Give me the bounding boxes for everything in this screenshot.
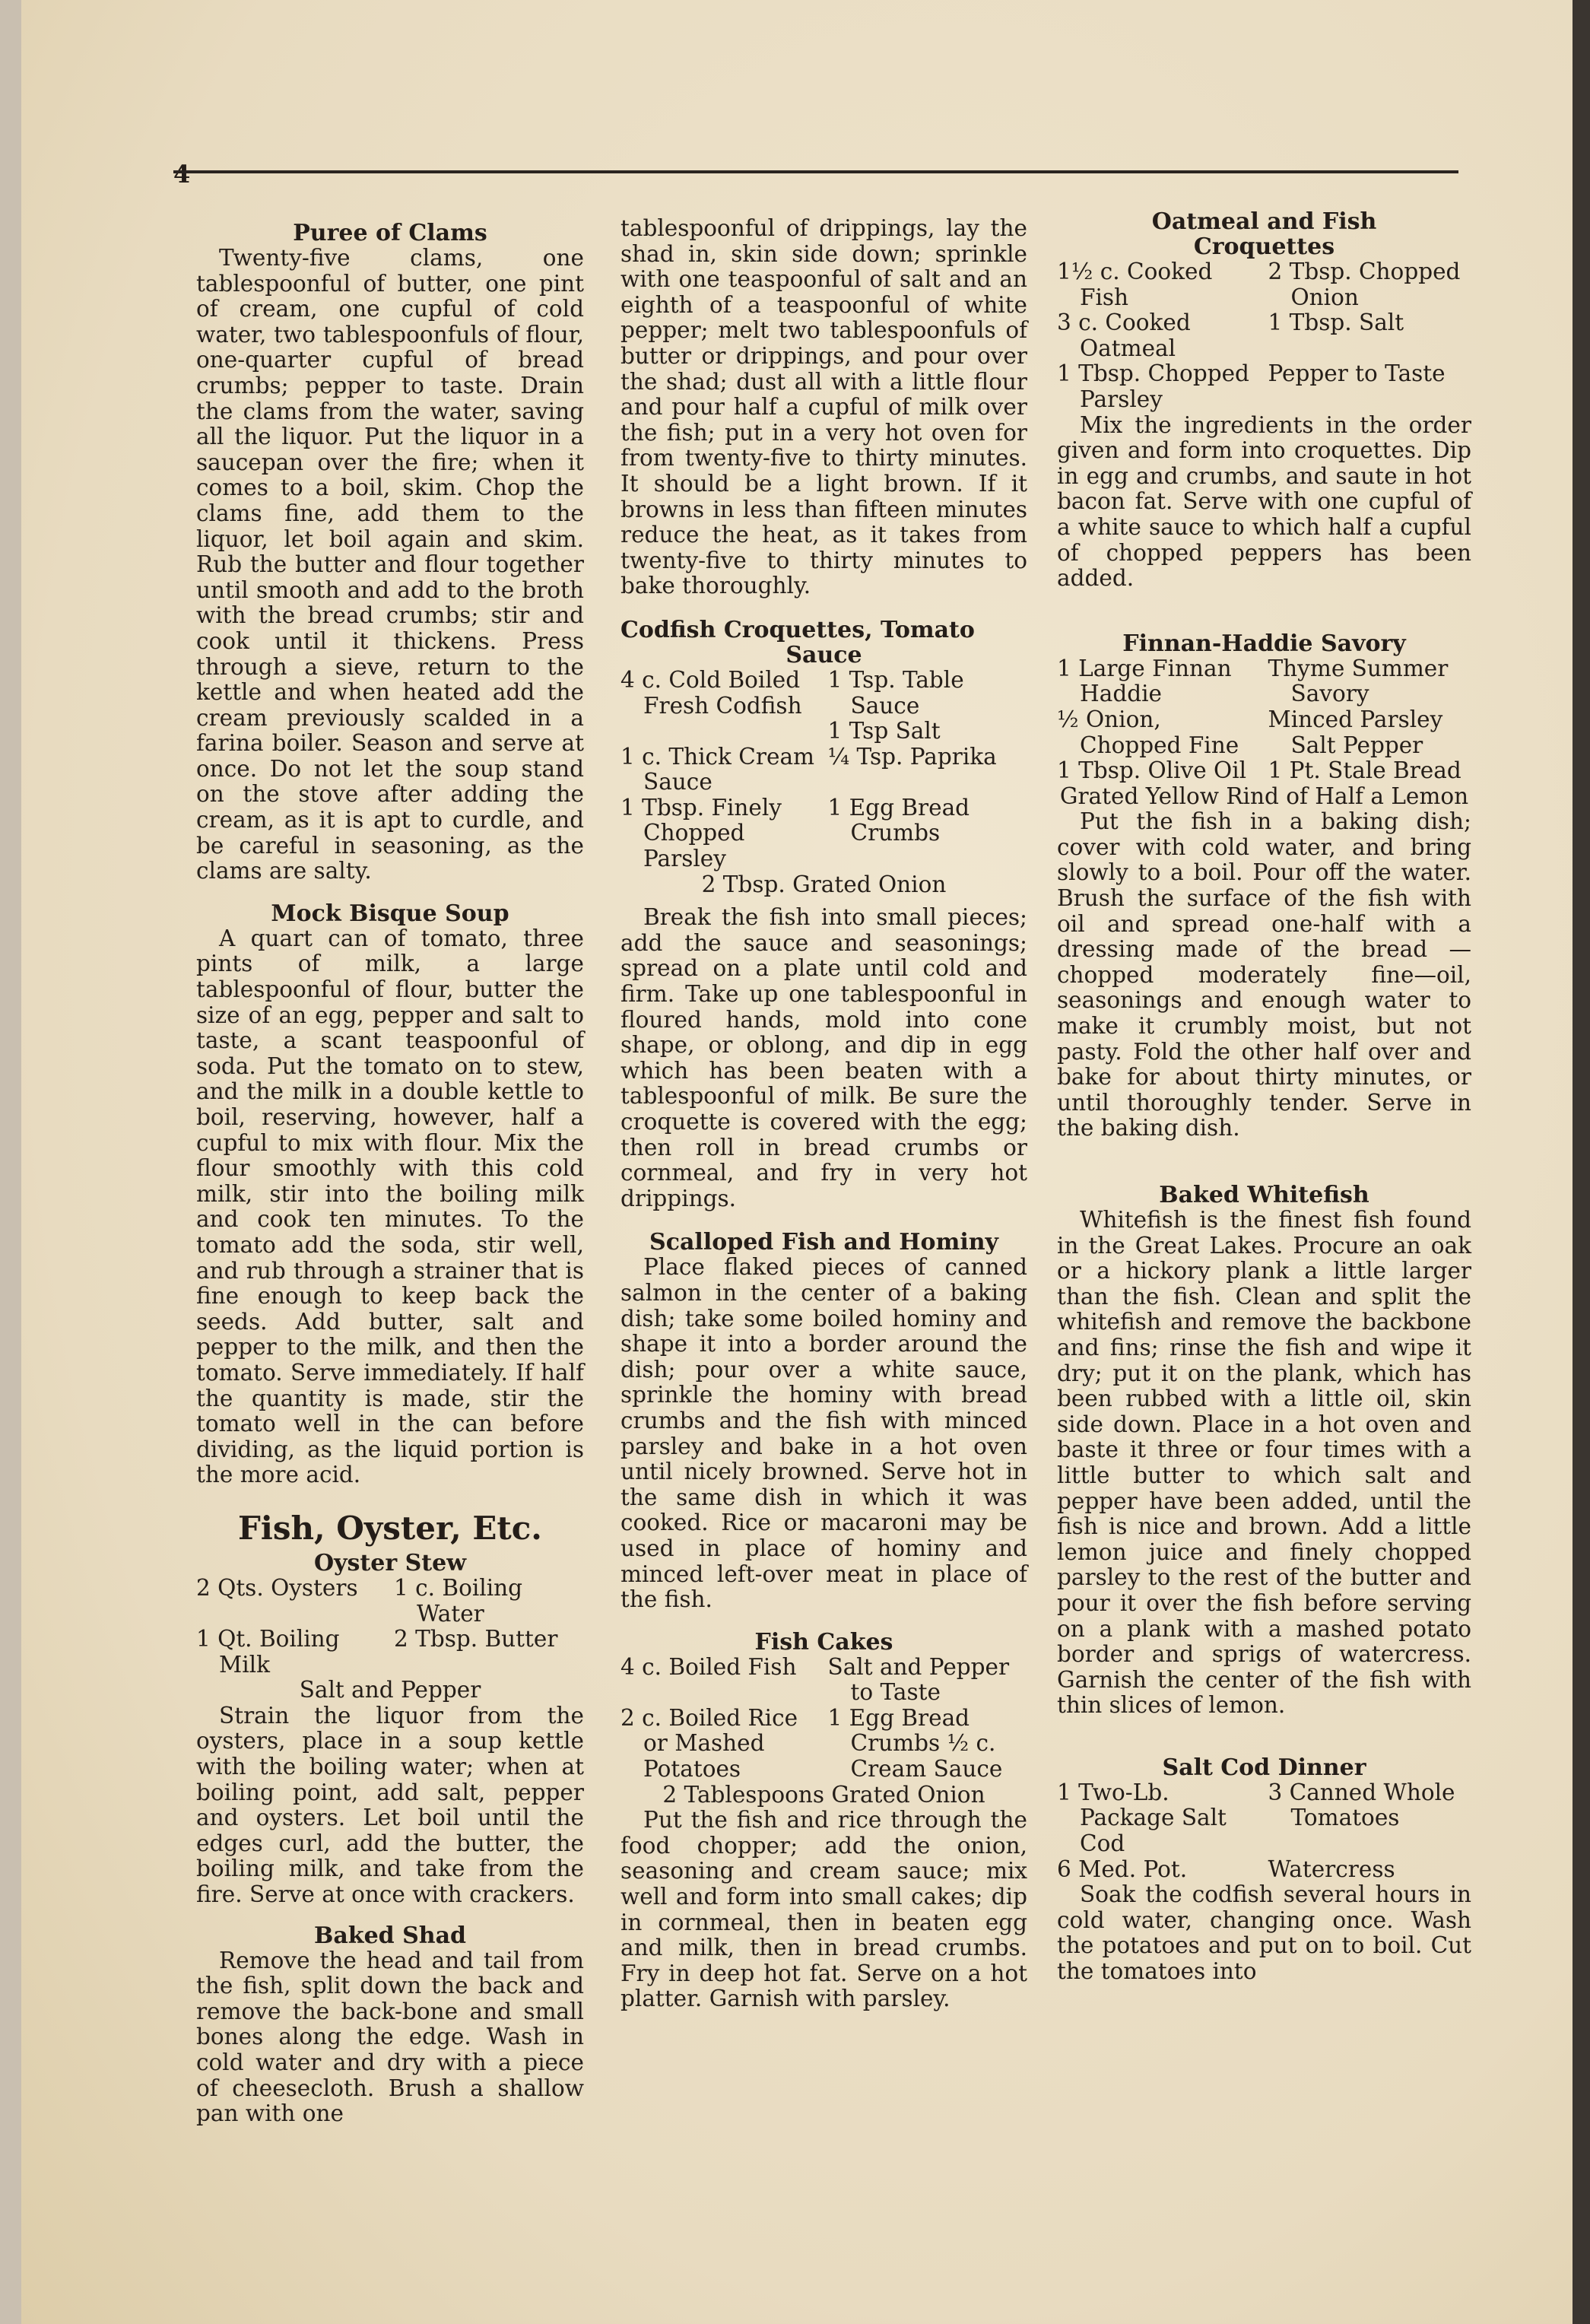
recipe-title: Oyster Stew — [313, 1549, 467, 1576]
ingredient: Watercress — [1268, 1856, 1395, 1882]
column-2 — [620, 216, 1027, 2012]
ingredient-list — [1057, 1780, 1471, 1882]
ingredient: 1 Qt. Boiling Milk — [196, 1626, 340, 1678]
ingredient: 1 Egg Bread Crumbs ½ c. Cream Sauce — [827, 1704, 1003, 1783]
ingredient: 4 c. Boiled Fish — [620, 1653, 797, 1680]
ingredient: Minced Parsley Salt Pepper — [1268, 706, 1443, 758]
ingredient: Thyme Summer Savory — [1268, 655, 1449, 707]
ingredient: 1 c. Thick Cream Sauce — [620, 743, 814, 795]
ingredient: Salt and Pepper — [299, 1677, 481, 1703]
ingredient-list — [1057, 656, 1471, 784]
ingredient: 1 Two-Lb. Package Salt Cod — [1057, 1779, 1227, 1857]
recipe-title: Sauce — [785, 641, 862, 668]
recipe-text: A quart can of tomato, three pints of milk, a large tablespoonful of flour, butter the size of an egg, pepper and salt to taste, a scant teaspoonful of soda. Put the tomato on to stew, and the milk in a double kettle to boil, reserving, however, half a cupful to mix with flour. Mix the flour smoothly with this cold milk, stir into the boiling milk and cook ten minutes. To the tomato add the soda, stir well, and rub through a strainer that is fine enough to keep back the seeds. Add butter, salt and pepper to the milk, and then the tomato. Serve immediately. If half the quantity is made, stir the tomato well in the can before dividing, as the liquid portion is the more acid. — [196, 925, 584, 1488]
recipe-title: Scalloped Fish and Hominy — [649, 1229, 998, 1256]
ingredient-list — [196, 1576, 584, 1678]
column-3 — [1057, 209, 1471, 1985]
recipe-text: tablespoonful of drippings, lay the shad in, skin side down; sprinkle with one teaspoonful of salt and an eighth of a teaspoonful of white pepper; melt two tablespoonfuls of butter or drippings, and pour over the shad; dust all with a little flour and pour half a cupful of milk over the fish; put in a very hot oven for from twenty-five to thirty minutes. It should be a light brown. If it browns in less than fifteen minutes reduce the heat, as it takes from twenty-five to thirty minutes to bake thoroughly. — [620, 215, 1027, 599]
ingredient: 2 Tbsp. Chopped Onion — [1268, 259, 1461, 310]
section-title: Fish, Oyster, Etc. — [238, 1509, 542, 1547]
ingredient: 3 c. Cooked Oatmeal — [1057, 310, 1191, 361]
recipe-title: Baked Shad — [314, 1922, 466, 1949]
ingredient: 1 Large Finnan Haddie — [1057, 655, 1232, 707]
recipe-title: Salt Cod Dinner — [1162, 1754, 1366, 1781]
recipe-title: Fish Cakes — [754, 1628, 893, 1656]
page — [21, 0, 1573, 2324]
ingredient: 1 Pt. Stale Bread — [1268, 757, 1461, 784]
ingredient: 2 Qts. Oysters — [196, 1574, 358, 1601]
ingredient-list — [1057, 259, 1471, 413]
ingredient: ¼ Tsp. Paprika — [827, 743, 997, 770]
ingredient-list — [620, 1655, 1027, 1783]
page-edge — [0, 0, 23, 2324]
recipe-title: Oatmeal and Fish — [1151, 208, 1377, 235]
ingredient: 1 Tbsp. Finely Chopped Parsley — [620, 794, 782, 872]
ingredient: 1 Tsp Salt — [827, 718, 941, 745]
ingredient: 1 c. Boiling Water — [394, 1574, 523, 1627]
recipe-text: Whitefish is the finest fish found in the Great Lakes. Procure an oak or a hickory plank a little larger than the fish. Clean and split the whitefish and remove the backbone and fins; rinse the fish and wipe it dry; put it on the plank, which has been rubbed with a little oil, skin side down. Place in a hot oven and baste it three or four times with a little butter to which salt and pepper have been added, until the fish is nice and brown. Add a little lemon juice and finely chopped parsley to the rest of the butter and pour it over the fish before serving on a plank with a mashed potato border and sprigs of watercress. Garnish the center of the fish with thin slices of lemon. — [1057, 1207, 1471, 1719]
ingredient: 1½ c. Cooked Fish — [1057, 259, 1213, 310]
recipe-title: Mock Bisque Soup — [271, 900, 509, 927]
ingredient: 1 Tbsp. Chopped Parsley — [1057, 360, 1249, 412]
ingredient: Grated Yellow Rind of Half a Lemon — [1059, 783, 1469, 809]
recipe-title: Finnan-Haddie Savory — [1122, 630, 1406, 657]
ingredient — [620, 719, 820, 745]
ingredient: 2 Tablespoons Grated Onion — [662, 1781, 985, 1808]
ingredient: 2 Tbsp. Grated Onion — [701, 871, 947, 897]
recipe-text: Strain the liquor from the oysters, place in a soup kettle with the boiling water; when at boiling point, add salt, pepper and oysters. Let boil until the edges curl, add the butter, the boiling milk, and take from the fire. Serve at once with crackers. — [196, 1702, 584, 1908]
recipe-text: Put the fish and rice through the food chopper; add the onion, seasoning and cream sauce; mix well and form into small cakes; dip in cornmeal, then in beaten egg and milk, then in bread crumbs. Fry in deep hot fat. Serve on a hot platter. Garnish with parsley. — [620, 1807, 1027, 2012]
recipe-text: Mix the ingredients in the order given and form into croquettes. Dip in egg and crumbs, and saute in hot bacon fat. Serve with one cupful of a white sauce to which half a cupful of chopped peppers has been added. — [1057, 411, 1471, 592]
recipe-title: Baked Whitefish — [1159, 1182, 1369, 1208]
recipe-text: Twenty-five clams, one tablespoonful of butter, one pint of cream, one cupful of cold water, two tablespoonfuls of flour, one-quarter cupful of bread crumbs; pepper to taste. Drain the clams from the water, saving all the liquor. Put the liquor in a saucepan over the fire; when it comes to a boil, skim. Chop the clams fine, add them to the liquor, let boil again and skim. Rub the butter and flour together until smooth and add to the broth with the bread crumbs; stir and cook until it thickens. Press through a sieve, return to the kettle and when heated add the cream previously scalded in a farina boiler. Season and serve at once. Do not let the soup stand on the stove after adding the cream, as it is apt to curdle, and be careful in seasoning, as the clams are salty. — [196, 245, 584, 884]
recipe-text: Put the fish in a baking dish; cover with cold water, and bring slowly to a boil. Pour off the water. Brush the surface of the fish with oil and spread one-half with a dressing made of the bread —chopped moderately fine—oil, seasonings and enough water to make it crumbly moist, but not pasty. Fold the other half over and bake for about thirty minutes, or until thoroughly tender. Serve in the baking dish. — [1057, 808, 1471, 1141]
ingredient: Salt and Pepper to Taste — [827, 1653, 1010, 1706]
recipe-title: Puree of Clams — [293, 220, 487, 246]
ingredient: Pepper to Taste — [1268, 360, 1446, 387]
recipe-text: Remove the head and tail from the fish, split down the back and remove the back-bone and small bones along the edge. Wash in cold water and dry with a piece of cheesecloth. Brush a shallow pan with one — [196, 1947, 584, 2127]
page-number: 4 — [173, 160, 191, 189]
ingredient: 4 c. Cold Boiled Fresh Codfish — [620, 666, 802, 719]
ingredient: 1 Tbsp. Olive Oil — [1057, 757, 1247, 784]
ingredient-list — [620, 668, 1027, 872]
recipe-title: Codfish Croquettes, Tomato — [620, 616, 975, 643]
ingredient: 3 Canned Whole Tomatoes — [1268, 1779, 1455, 1831]
column-1 — [196, 221, 584, 2127]
ingredient: 1 Tsp. Table Sauce — [827, 666, 964, 719]
recipe-text: Place flaked pieces of canned salmon in the center of a baking dish; take some boiled hominy and shape it into a border around the dish; pour over a white sauce, sprinkle the hominy with bread crumbs and the fish with minced parsley and bake in a hot oven until nicely browned. Serve hot in the same dish in which it was cooked. Rice or macaroni may be used in place of hominy and minced left-over meat in place of the fish. — [620, 1254, 1027, 1613]
recipe-text: Break the fish into small pieces; add the sauce and seasonings; spread on a plate until cold and firm. Take up one tablespoonful in floured hands, mold into cone shape, or oblong, and dip in egg which has been beaten with a tablespoonful of milk. Be sure the croquette is covered with the egg; then roll in bread crumbs or cornmeal, and fry in very hot drippings. — [620, 904, 1027, 1211]
ingredient: 1 Tbsp. Salt — [1268, 310, 1404, 336]
header-rule — [173, 170, 1458, 173]
ingredient: 2 c. Boiled Rice or Mashed Potatoes — [620, 1704, 798, 1783]
recipe-title: Croquettes — [1193, 233, 1335, 260]
ingredient: 2 Tbsp. Butter — [394, 1626, 558, 1653]
ingredient: 1 Egg Bread Crumbs — [827, 794, 970, 846]
recipe-text: Soak the codfish several hours in cold water, changing once. Wash the potatoes and put on to boil. Cut the tomatoes into — [1057, 1881, 1471, 1985]
ingredient: ½ Onion, Chopped Fine — [1057, 706, 1239, 758]
ingredient: 6 Med. Pot. — [1057, 1856, 1188, 1882]
